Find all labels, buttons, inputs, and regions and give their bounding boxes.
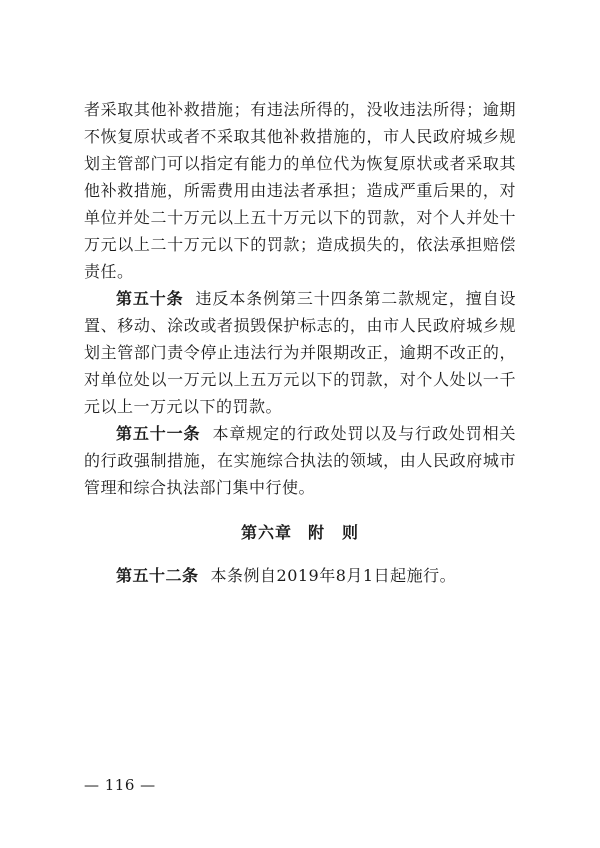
article-text: 违反本条例第三十四条第二款规定，擅自设置、移动、涂改或者损毁保护标志的，由市人民政府城乡规划主管部门责令停止违法行为并限期改正，逾期不改正的，对单位处以一万元以上五万元以下的罚款，对个人处以一千元以上一万元以下的罚款。 bbox=[84, 289, 516, 416]
article-50 bbox=[84, 285, 516, 420]
article-number: 第五十二条 bbox=[116, 566, 199, 585]
article-text: 本章规定的行政处罚以及与行政处罚相关的行政强制措施，在实施综合执法的领域，由人民政府城市管理和综合执法部门集中行使。 bbox=[84, 424, 516, 497]
page-number: — 116 — bbox=[84, 776, 156, 794]
article-51 bbox=[84, 420, 516, 501]
article-number: 第五十一条 bbox=[116, 424, 201, 443]
chapter-title: 附 则 bbox=[308, 523, 360, 542]
article-text: 本条例自2019年8月1日起施行。 bbox=[210, 566, 457, 585]
paragraph-text: 者采取其他补救措施；有违法所得的，没收违法所得；逾期不恢复原状或者不采取其他补救措施的，市人民政府城乡规划主管部门可以指定有能力的单位代为恢复原状或者采取其他补救措施，所需费用由违法者承担；造成严重后果的，对单位并处二十万元以上五十万元以下的罚款，对个人并处十万元以上二十万元以下的罚款；造成损失的，依法承担赔偿责任。 bbox=[84, 100, 516, 281]
document-page bbox=[84, 96, 516, 589]
article-52 bbox=[84, 562, 516, 589]
paragraph-continuation bbox=[84, 96, 516, 285]
chapter-number: 第六章 bbox=[240, 523, 292, 542]
chapter-heading bbox=[84, 519, 516, 546]
article-number: 第五十条 bbox=[116, 289, 184, 308]
